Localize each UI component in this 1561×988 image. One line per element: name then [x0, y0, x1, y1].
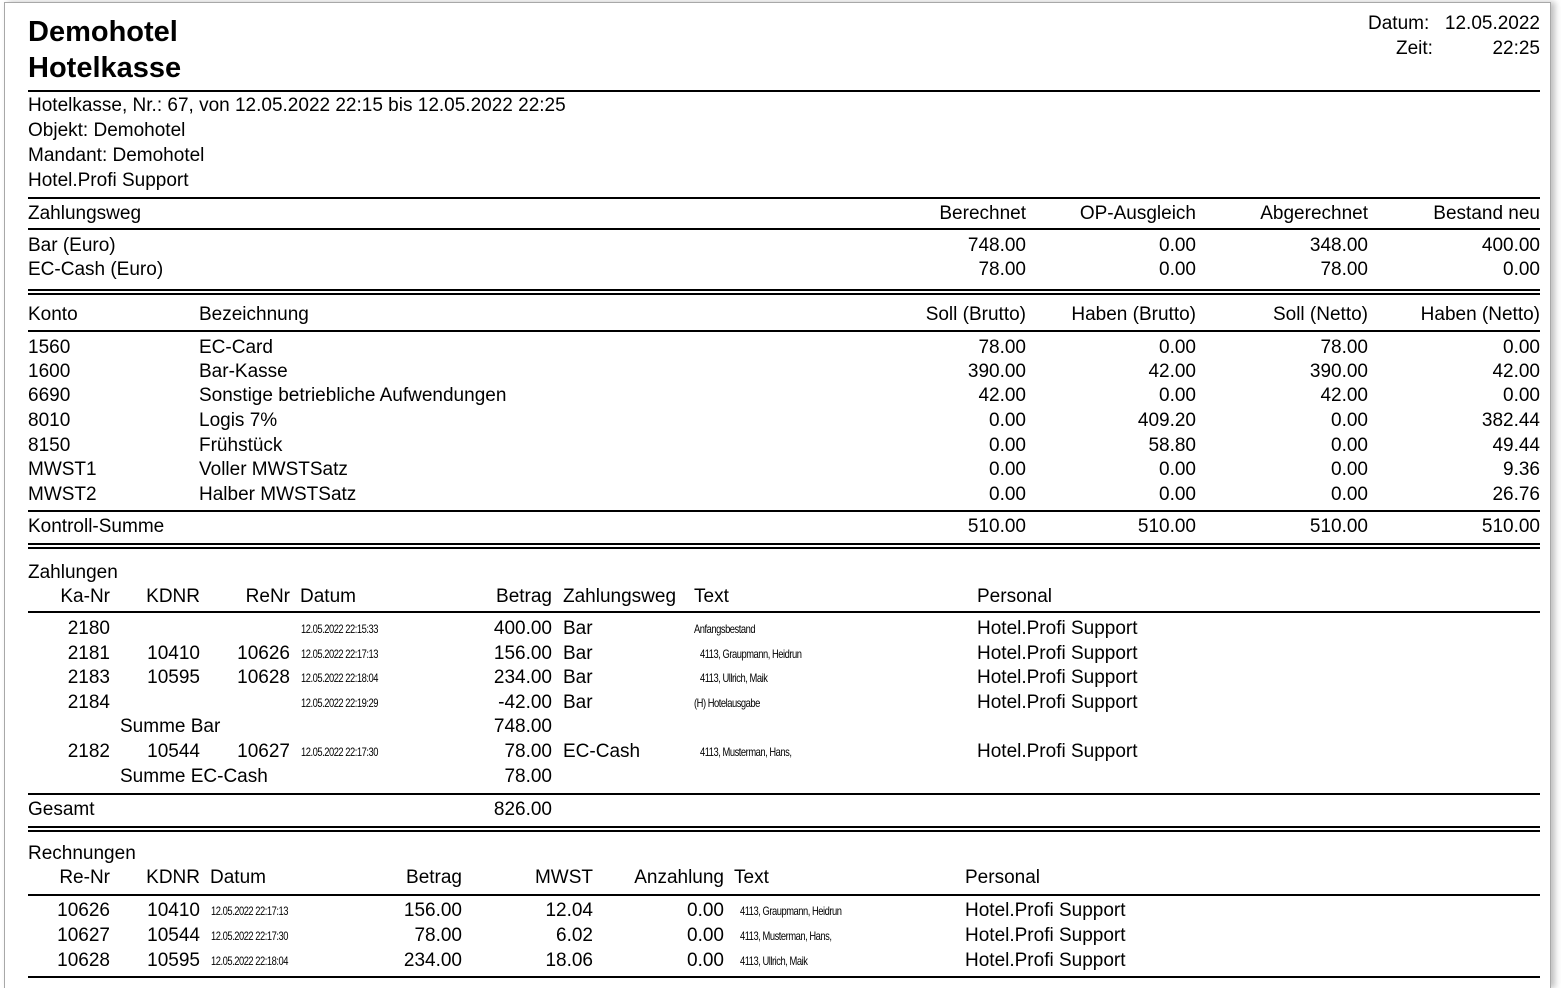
cell-haben-netto: 382.44 — [1481, 410, 1540, 431]
cell-bezeichnung: Halber MWSTSatz — [199, 484, 357, 505]
cell-ka-nr: 2182 — [67, 741, 110, 762]
cell-soll-brutto: 0.00 — [989, 484, 1026, 505]
col-header-anzahlung: Anzahlung — [634, 867, 724, 888]
cell-konto: 8010 — [28, 410, 71, 431]
divider — [28, 289, 1540, 291]
cell-mwst: 12.04 — [545, 900, 593, 921]
cell-personal: Hotel.Profi Support — [965, 900, 1126, 921]
divider — [28, 90, 1540, 92]
cell-soll-brutto: 78.00 — [978, 337, 1026, 358]
client-line: Mandant: Demohotel — [28, 145, 205, 166]
divider — [28, 547, 1540, 549]
col-header-berechnet: Berechnet — [939, 203, 1026, 224]
cell-kdnr: 10410 — [147, 643, 200, 664]
cell-op-ausgleich: 0.00 — [1159, 235, 1196, 256]
cell-kdnr: 10595 — [147, 667, 200, 688]
cell-soll-netto: 0.00 — [1331, 435, 1368, 456]
cell-personal: Hotel.Profi Support — [977, 618, 1138, 639]
cell-bezeichnung: Logis 7% — [199, 410, 278, 431]
cell-haben-netto: 0.00 — [1503, 337, 1540, 358]
total-value: 826.00 — [493, 799, 552, 820]
cell-bezeichnung: Frühstück — [199, 435, 283, 456]
cell-ka-nr: 2181 — [67, 643, 110, 664]
col-header-zahlungsweg: Zahlungsweg — [28, 203, 142, 224]
cell-anzahlung: 0.00 — [687, 925, 724, 946]
subtotal-label: Summe EC-Cash — [120, 766, 268, 787]
cell-mwst: 18.06 — [545, 950, 593, 971]
user-line: Hotel.Profi Support — [28, 170, 189, 191]
cell-abgerechnet: 348.00 — [1309, 235, 1368, 256]
report-title-line2: Hotelkasse — [28, 52, 182, 84]
cell-ka-nr: 2184 — [67, 692, 110, 713]
zeit-label: Zeit: — [1396, 38, 1433, 59]
col-header-datum: Datum — [210, 867, 266, 888]
col-header-text: Text — [734, 867, 769, 888]
cell-datum: 12.05.2022 22:15:33 — [301, 622, 379, 636]
col-header-soll-netto: Soll (Netto) — [1272, 304, 1368, 325]
cell-kdnr: 10544 — [147, 925, 200, 946]
cell-haben-netto: 26.76 — [1492, 484, 1540, 505]
col-header-haben-brutto: Haben (Brutto) — [1071, 304, 1196, 325]
divider — [28, 293, 1540, 295]
divider — [28, 793, 1540, 795]
datum-value: 12.05.2022 — [1444, 13, 1540, 34]
cell-berechnet: 748.00 — [967, 235, 1026, 256]
cell-betrag: 400.00 — [493, 618, 552, 639]
divider — [28, 197, 1540, 199]
section-title-zahlungen: Zahlungen — [28, 562, 118, 583]
cell-datum: 12.05.2022 22:18:04 — [211, 954, 289, 968]
subtotal-value: 748.00 — [493, 716, 552, 737]
divider — [28, 611, 1540, 613]
cell-konto: MWST1 — [28, 459, 97, 480]
cell-soll-netto: 0.00 — [1331, 459, 1368, 480]
cell-datum: 12.05.2022 22:17:13 — [211, 904, 289, 918]
cell-haben-brutto: 0.00 — [1159, 337, 1196, 358]
col-header-renr: ReNr — [245, 586, 290, 607]
cell-text: (H) Hotelausgabe — [694, 696, 760, 710]
cell-ka-nr: 2183 — [67, 667, 110, 688]
cell-haben-netto: 49.44 — [1492, 435, 1540, 456]
cell-betrag: 234.00 — [403, 950, 462, 971]
cell-text: 4113, Musterman, Hans, — [700, 745, 792, 759]
cell-haben-netto: 9.36 — [1503, 459, 1540, 480]
cell-zahlungsweg: Bar (Euro) — [28, 235, 116, 256]
report-title-line1: Demohotel — [28, 16, 178, 48]
col-header-soll-brutto: Soll (Brutto) — [925, 304, 1026, 325]
col-header-personal: Personal — [965, 867, 1040, 888]
cell-haben-netto: 0.00 — [1503, 385, 1540, 406]
cell-personal: Hotel.Profi Support — [965, 925, 1126, 946]
cell-text: 4113, Musterman, Hans, — [740, 929, 832, 943]
divider — [28, 976, 1540, 978]
col-header-ka-nr: Ka-Nr — [60, 586, 110, 607]
cell-personal: Hotel.Profi Support — [965, 950, 1126, 971]
cell-berechnet: 78.00 — [978, 259, 1026, 280]
subtotal-label: Summe Bar — [120, 716, 221, 737]
cell-haben-brutto: 42.00 — [1148, 361, 1196, 382]
sum-haben-netto: 510.00 — [1481, 516, 1540, 537]
cell-betrag: 78.00 — [414, 925, 462, 946]
col-header-haben-netto: Haben (Netto) — [1420, 304, 1540, 325]
cell-konto: 1560 — [28, 337, 71, 358]
col-header-personal: Personal — [977, 586, 1052, 607]
cell-konto: MWST2 — [28, 484, 97, 505]
cell-soll-brutto: 42.00 — [978, 385, 1026, 406]
col-header-kdnr: KDNR — [146, 867, 200, 888]
cell-betrag: 156.00 — [403, 900, 462, 921]
object-line: Objekt: Demohotel — [28, 120, 186, 141]
divider — [28, 826, 1540, 828]
cell-personal: Hotel.Profi Support — [977, 741, 1138, 762]
cell-ka-nr: 2180 — [67, 618, 110, 639]
section-title-rechnungen: Rechnungen — [28, 843, 136, 864]
col-header-zahlungsweg: Zahlungsweg — [563, 586, 677, 607]
cell-kdnr: 10544 — [147, 741, 200, 762]
cell-soll-brutto: 0.00 — [989, 459, 1026, 480]
subtotal-value: 78.00 — [504, 766, 552, 787]
cell-betrag: 234.00 — [493, 667, 552, 688]
divider — [28, 543, 1540, 545]
cell-bezeichnung: Sonstige betriebliche Aufwendungen — [199, 385, 507, 406]
cell-soll-netto: 390.00 — [1309, 361, 1368, 382]
cell-personal: Hotel.Profi Support — [977, 692, 1138, 713]
cell-konto: 1600 — [28, 361, 71, 382]
cell-soll-netto: 0.00 — [1331, 410, 1368, 431]
cell-zahlungsweg: Bar — [563, 667, 593, 688]
cell-haben-brutto: 0.00 — [1159, 459, 1196, 480]
cell-abgerechnet: 78.00 — [1320, 259, 1368, 280]
cell-soll-netto: 78.00 — [1320, 337, 1368, 358]
cell-renr: 10626 — [237, 643, 290, 664]
cell-bezeichnung: Voller MWSTSatz — [199, 459, 348, 480]
cell-betrag: -42.00 — [498, 692, 552, 713]
zeit-value: 22:25 — [1492, 38, 1540, 59]
cell-text: 4113, Graupmann, Heidrun — [740, 904, 842, 918]
total-label: Gesamt — [28, 799, 95, 820]
col-header-mwst: MWST — [534, 867, 593, 888]
sum-haben-brutto: 510.00 — [1137, 516, 1196, 537]
cell-zahlungsweg: Bar — [563, 692, 593, 713]
cell-bestand-neu: 0.00 — [1503, 259, 1540, 280]
cell-zahlungsweg: EC-Cash — [563, 741, 641, 762]
col-header-text: Text — [694, 586, 729, 607]
col-header-datum: Datum — [300, 586, 356, 607]
cell-anzahlung: 0.00 — [687, 900, 724, 921]
divider — [28, 830, 1540, 832]
cell-soll-netto: 42.00 — [1320, 385, 1368, 406]
cell-konto: 6690 — [28, 385, 71, 406]
col-header-bestand-neu: Bestand neu — [1433, 203, 1540, 224]
cell-datum: 12.05.2022 22:19:29 — [301, 696, 379, 710]
col-header-re-nr: Re-Nr — [59, 867, 110, 888]
cell-datum: 12.05.2022 22:18:04 — [301, 671, 379, 685]
cell-text: 4113, Ullrich, Maik — [700, 671, 768, 685]
cell-soll-brutto: 390.00 — [967, 361, 1026, 382]
cell-text: 4113, Graupmann, Heidrun — [700, 647, 802, 661]
cell-text: Anfangsbestand — [694, 622, 756, 636]
cell-bezeichnung: EC-Card — [199, 337, 273, 358]
sum-label: Kontroll-Summe — [28, 516, 165, 537]
cell-soll-netto: 0.00 — [1331, 484, 1368, 505]
col-header-abgerechnet: Abgerechnet — [1260, 203, 1368, 224]
divider — [28, 894, 1540, 896]
cell-haben-netto: 42.00 — [1492, 361, 1540, 382]
cell-haben-brutto: 0.00 — [1159, 484, 1196, 505]
col-header-bezeichnung: Bezeichnung — [199, 304, 309, 325]
report-info-line: Hotelkasse, Nr.: 67, von 12.05.2022 22:15 bis 12.05.2022 22:25 — [28, 95, 566, 116]
cell-datum: 12.05.2022 22:17:30 — [211, 929, 289, 943]
cell-haben-brutto: 409.20 — [1137, 410, 1196, 431]
cell-kdnr: 10595 — [147, 950, 200, 971]
cell-re-nr: 10628 — [57, 950, 110, 971]
cell-betrag: 78.00 — [504, 741, 552, 762]
cell-datum: 12.05.2022 22:17:13 — [301, 647, 379, 661]
cell-bestand-neu: 400.00 — [1481, 235, 1540, 256]
sum-soll-netto: 510.00 — [1309, 516, 1368, 537]
col-header-betrag: Betrag — [496, 586, 552, 607]
cell-re-nr: 10627 — [57, 925, 110, 946]
cell-haben-brutto: 58.80 — [1148, 435, 1196, 456]
cell-renr: 10628 — [237, 667, 290, 688]
cell-bezeichnung: Bar-Kasse — [199, 361, 288, 382]
cell-betrag: 156.00 — [493, 643, 552, 664]
col-header-konto: Konto — [28, 304, 78, 325]
cell-zahlungsweg: Bar — [563, 643, 593, 664]
cell-personal: Hotel.Profi Support — [977, 643, 1138, 664]
col-header-op-ausgleich: OP-Ausgleich — [1079, 203, 1196, 224]
cell-personal: Hotel.Profi Support — [977, 667, 1138, 688]
divider — [28, 228, 1540, 230]
cell-zahlungsweg: Bar — [563, 618, 593, 639]
datum-label: Datum: — [1368, 13, 1430, 34]
cell-kdnr: 10410 — [147, 900, 200, 921]
cell-text: 4113, Ullrich, Maik — [740, 954, 808, 968]
cell-soll-brutto: 0.00 — [989, 435, 1026, 456]
col-header-kdnr: KDNR — [146, 586, 200, 607]
cell-zahlungsweg: EC-Cash (Euro) — [28, 259, 164, 280]
cell-re-nr: 10626 — [57, 900, 110, 921]
cell-haben-brutto: 0.00 — [1159, 385, 1196, 406]
cell-soll-brutto: 0.00 — [989, 410, 1026, 431]
cell-datum: 12.05.2022 22:17:30 — [301, 745, 379, 759]
cell-anzahlung: 0.00 — [687, 950, 724, 971]
cell-renr: 10627 — [237, 741, 290, 762]
cell-mwst: 6.02 — [556, 925, 593, 946]
divider — [28, 510, 1540, 512]
divider — [28, 330, 1540, 332]
cell-konto: 8150 — [28, 435, 71, 456]
sum-soll-brutto: 510.00 — [967, 516, 1026, 537]
col-header-betrag: Betrag — [406, 867, 462, 888]
cell-op-ausgleich: 0.00 — [1159, 259, 1196, 280]
